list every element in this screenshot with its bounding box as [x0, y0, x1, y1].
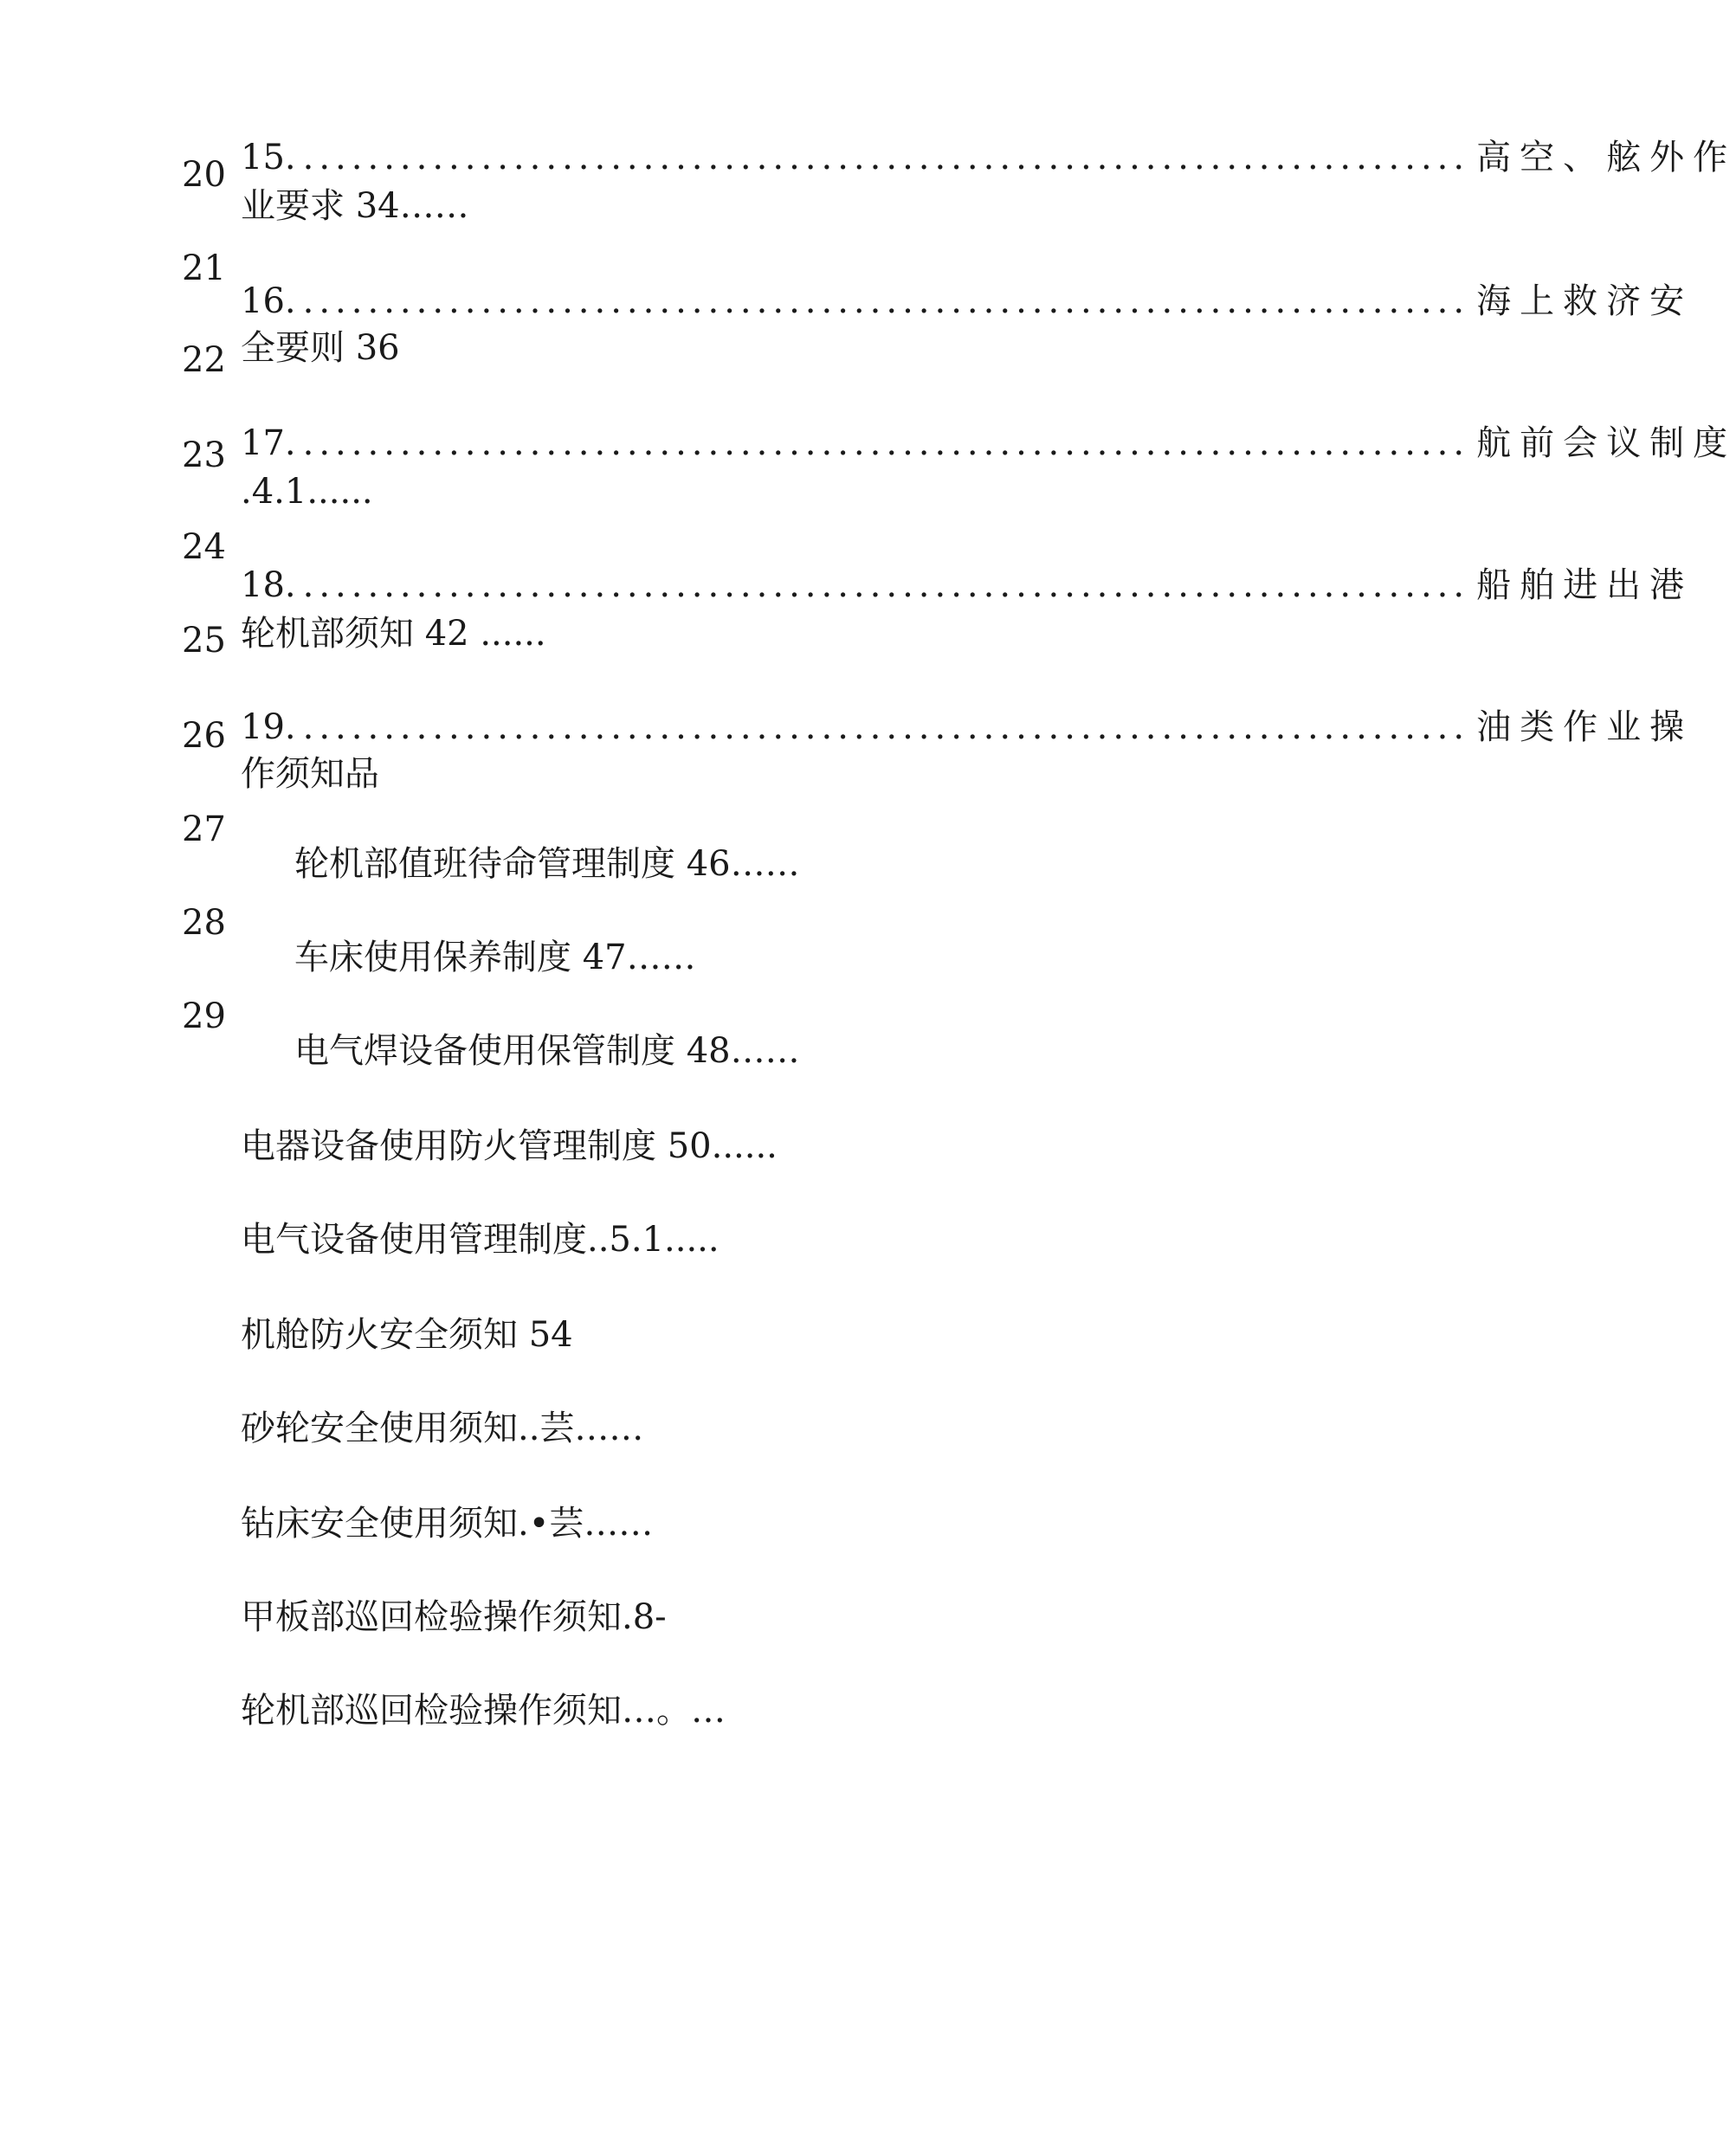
- toc-entry-title: 高空、舷外作: [1476, 138, 1736, 177]
- toc-entry-title: 油类作业操: [1476, 707, 1694, 747]
- toc-entry-continuation: 业要求 34……: [241, 186, 469, 226]
- toc-sub-entry[interactable]: 车床使用保养制度 47……: [294, 938, 696, 977]
- leader-dots: ........................................................................: [302, 423, 1470, 463]
- toc-entry-continuation: .4.1......: [241, 472, 373, 512]
- toc-entry[interactable]: [241, 280, 1694, 322]
- toc-plain-entry[interactable]: 轮机部巡回检验操作须知…。…: [241, 1691, 726, 1731]
- toc-entry[interactable]: [241, 564, 1694, 606]
- line-number: 20: [182, 155, 226, 195]
- toc-plain-entry[interactable]: 电器设备使用防火管理制度 50......: [241, 1126, 778, 1166]
- toc-entry-title: 海上救济安: [1476, 281, 1694, 321]
- line-number: 23: [182, 435, 226, 475]
- toc-plain-entry[interactable]: 甲板部巡回检验操作须知.8-: [241, 1597, 667, 1637]
- line-number: 27: [182, 809, 226, 849]
- line-number: 28: [182, 903, 226, 943]
- toc-entry-number: 17.: [241, 423, 296, 463]
- leader-dots: ........................................................................: [302, 138, 1470, 177]
- toc-sub-entry[interactable]: 电气焊设备使用保管制度 48……: [294, 1031, 800, 1071]
- line-number: 26: [182, 716, 226, 756]
- toc-entry-continuation: 作须知品: [241, 754, 379, 794]
- leader-dots: ........................................................................: [302, 281, 1470, 321]
- toc-plain-entry[interactable]: 机舱防火安全须知 54: [241, 1315, 573, 1355]
- line-number: 21: [182, 248, 226, 288]
- toc-entry[interactable]: [241, 137, 1736, 178]
- toc-entry-title: 船舶进出港: [1476, 565, 1694, 605]
- toc-sub-entry[interactable]: 轮机部值班待命管理制度 46……: [294, 844, 800, 884]
- toc-plain-entry[interactable]: 砂轮安全使用须知..芸……: [241, 1409, 644, 1448]
- line-number: 24: [182, 527, 226, 567]
- toc-entry-number: 19.: [241, 707, 296, 747]
- toc-entry[interactable]: [241, 422, 1736, 464]
- toc-entry-number: 18.: [241, 565, 296, 605]
- toc-entry-continuation: 轮机部须知 42 ......: [241, 614, 546, 654]
- line-number: 22: [182, 340, 226, 380]
- toc-entry-number: 16.: [241, 281, 296, 321]
- toc-entry[interactable]: [241, 706, 1694, 748]
- toc-plain-entry[interactable]: 电气设备使用管理制度..5.1.....: [241, 1220, 720, 1260]
- line-number: 25: [182, 621, 226, 661]
- toc-entry-continuation: 全要则 36: [241, 328, 400, 368]
- line-number: 29: [182, 996, 226, 1036]
- leader-dots: ........................................................................: [302, 707, 1470, 747]
- toc-entry-number: 15.: [241, 138, 296, 177]
- toc-entry-title: 航前会议制度: [1476, 423, 1736, 463]
- leader-dots: ........................................................................: [302, 565, 1470, 605]
- toc-plain-entry[interactable]: 钻床安全使用须知.•芸……: [241, 1504, 654, 1544]
